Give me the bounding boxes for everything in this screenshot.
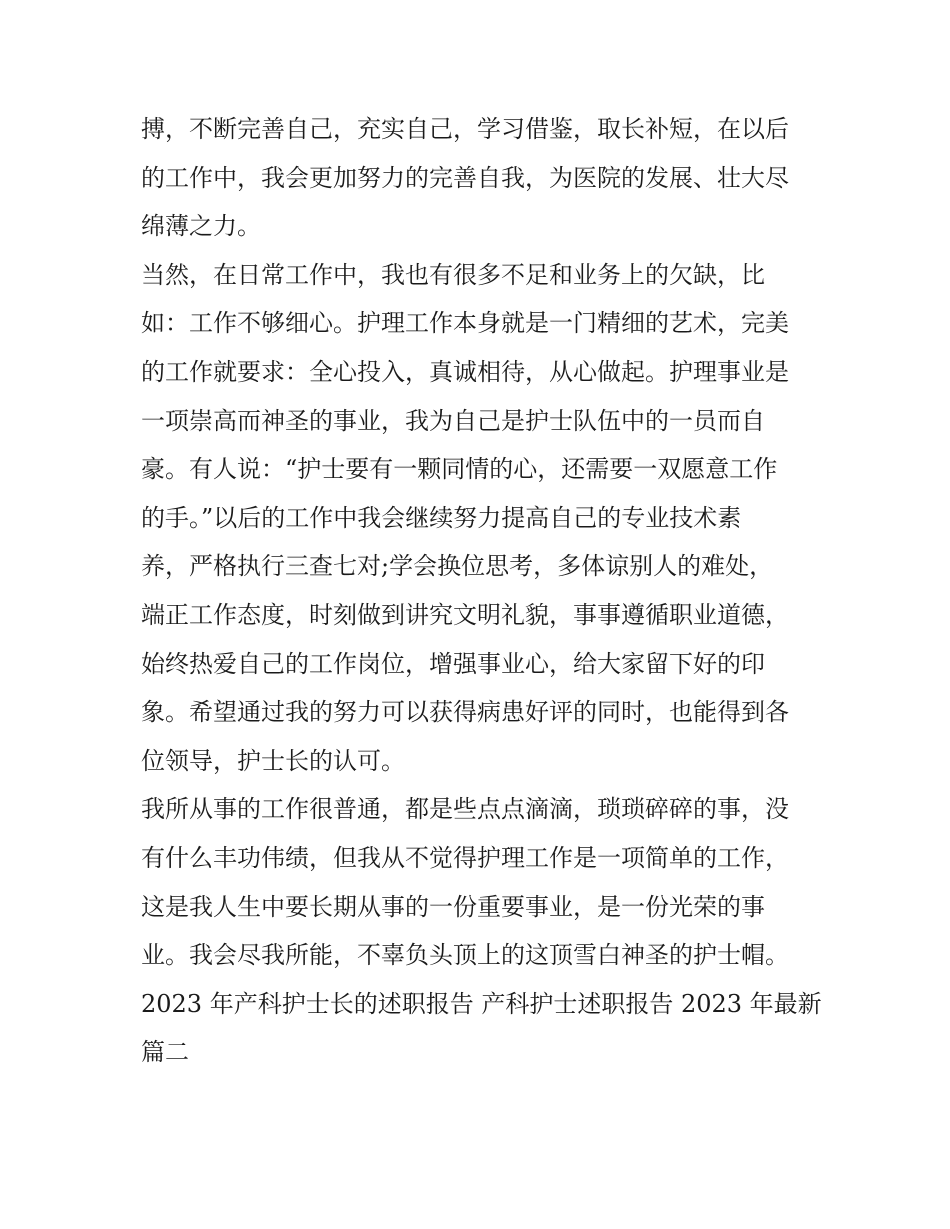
text-line: 养，严格执行三查七对;学会换位思考，多体谅别人的难处，	[141, 552, 774, 581]
text-line: 业。我会尽我所能，不辜负头顶上的这顶雪白神圣的护士帽。	[141, 941, 789, 970]
text-line: 我所从事的工作很普通，都是些点点滴滴，琐琐碎碎的事，没	[141, 795, 789, 824]
text-line: 2023 年产科护士长的述职报告 产科护士述职报告 2023 年最新	[141, 989, 822, 1018]
text-line: 当然，在日常工作中，我也有很多不足和业务上的欠缺，比	[141, 260, 765, 289]
text-line: 篇二	[141, 1038, 189, 1067]
text-line: 绵薄之力。	[141, 212, 261, 241]
text-line: 的工作就要求：全心投入，真诚相待，从心做起。护理事业是	[141, 357, 789, 386]
text-line: 这是我人生中要长期从事的一份重要事业，是一份光荣的事	[141, 892, 765, 921]
text-line: 豪。有人说：“护士要有一颗同情的心，还需要一双愿意工作	[141, 455, 778, 484]
text-line: 位领导，护士长的认可。	[141, 746, 405, 775]
text-line: 如：工作不够细心。护理工作本身就是一门精细的艺术，完美	[141, 309, 789, 338]
text-line: 的工作中，我会更加努力的完善自我，为医院的发展、壮大尽	[141, 163, 789, 192]
text-line: 象。希望通过我的努力可以获得病患好评的同时，也能得到各	[141, 698, 789, 727]
text-line: 搏，不断完善自己，充实自己，学习借鉴，取长补短，在以后	[141, 115, 789, 143]
text-line: 的手。”以后的工作中我会继续努力提高自己的专业技术素	[141, 503, 742, 532]
document-body	[141, 105, 821, 1077]
text-line: 一项崇高而神圣的事业，我为自己是护士队伍中的一员而自	[141, 406, 765, 435]
text-line: 端正工作态度，时刻做到讲究文明礼貌，事事遵循职业道德，	[141, 600, 789, 629]
text-line: 始终热爱自己的工作岗位，增强事业心，给大家留下好的印	[141, 649, 765, 678]
text-line: 有什么丰功伟绩，但我从不觉得护理工作是一项简单的工作，	[141, 843, 789, 872]
